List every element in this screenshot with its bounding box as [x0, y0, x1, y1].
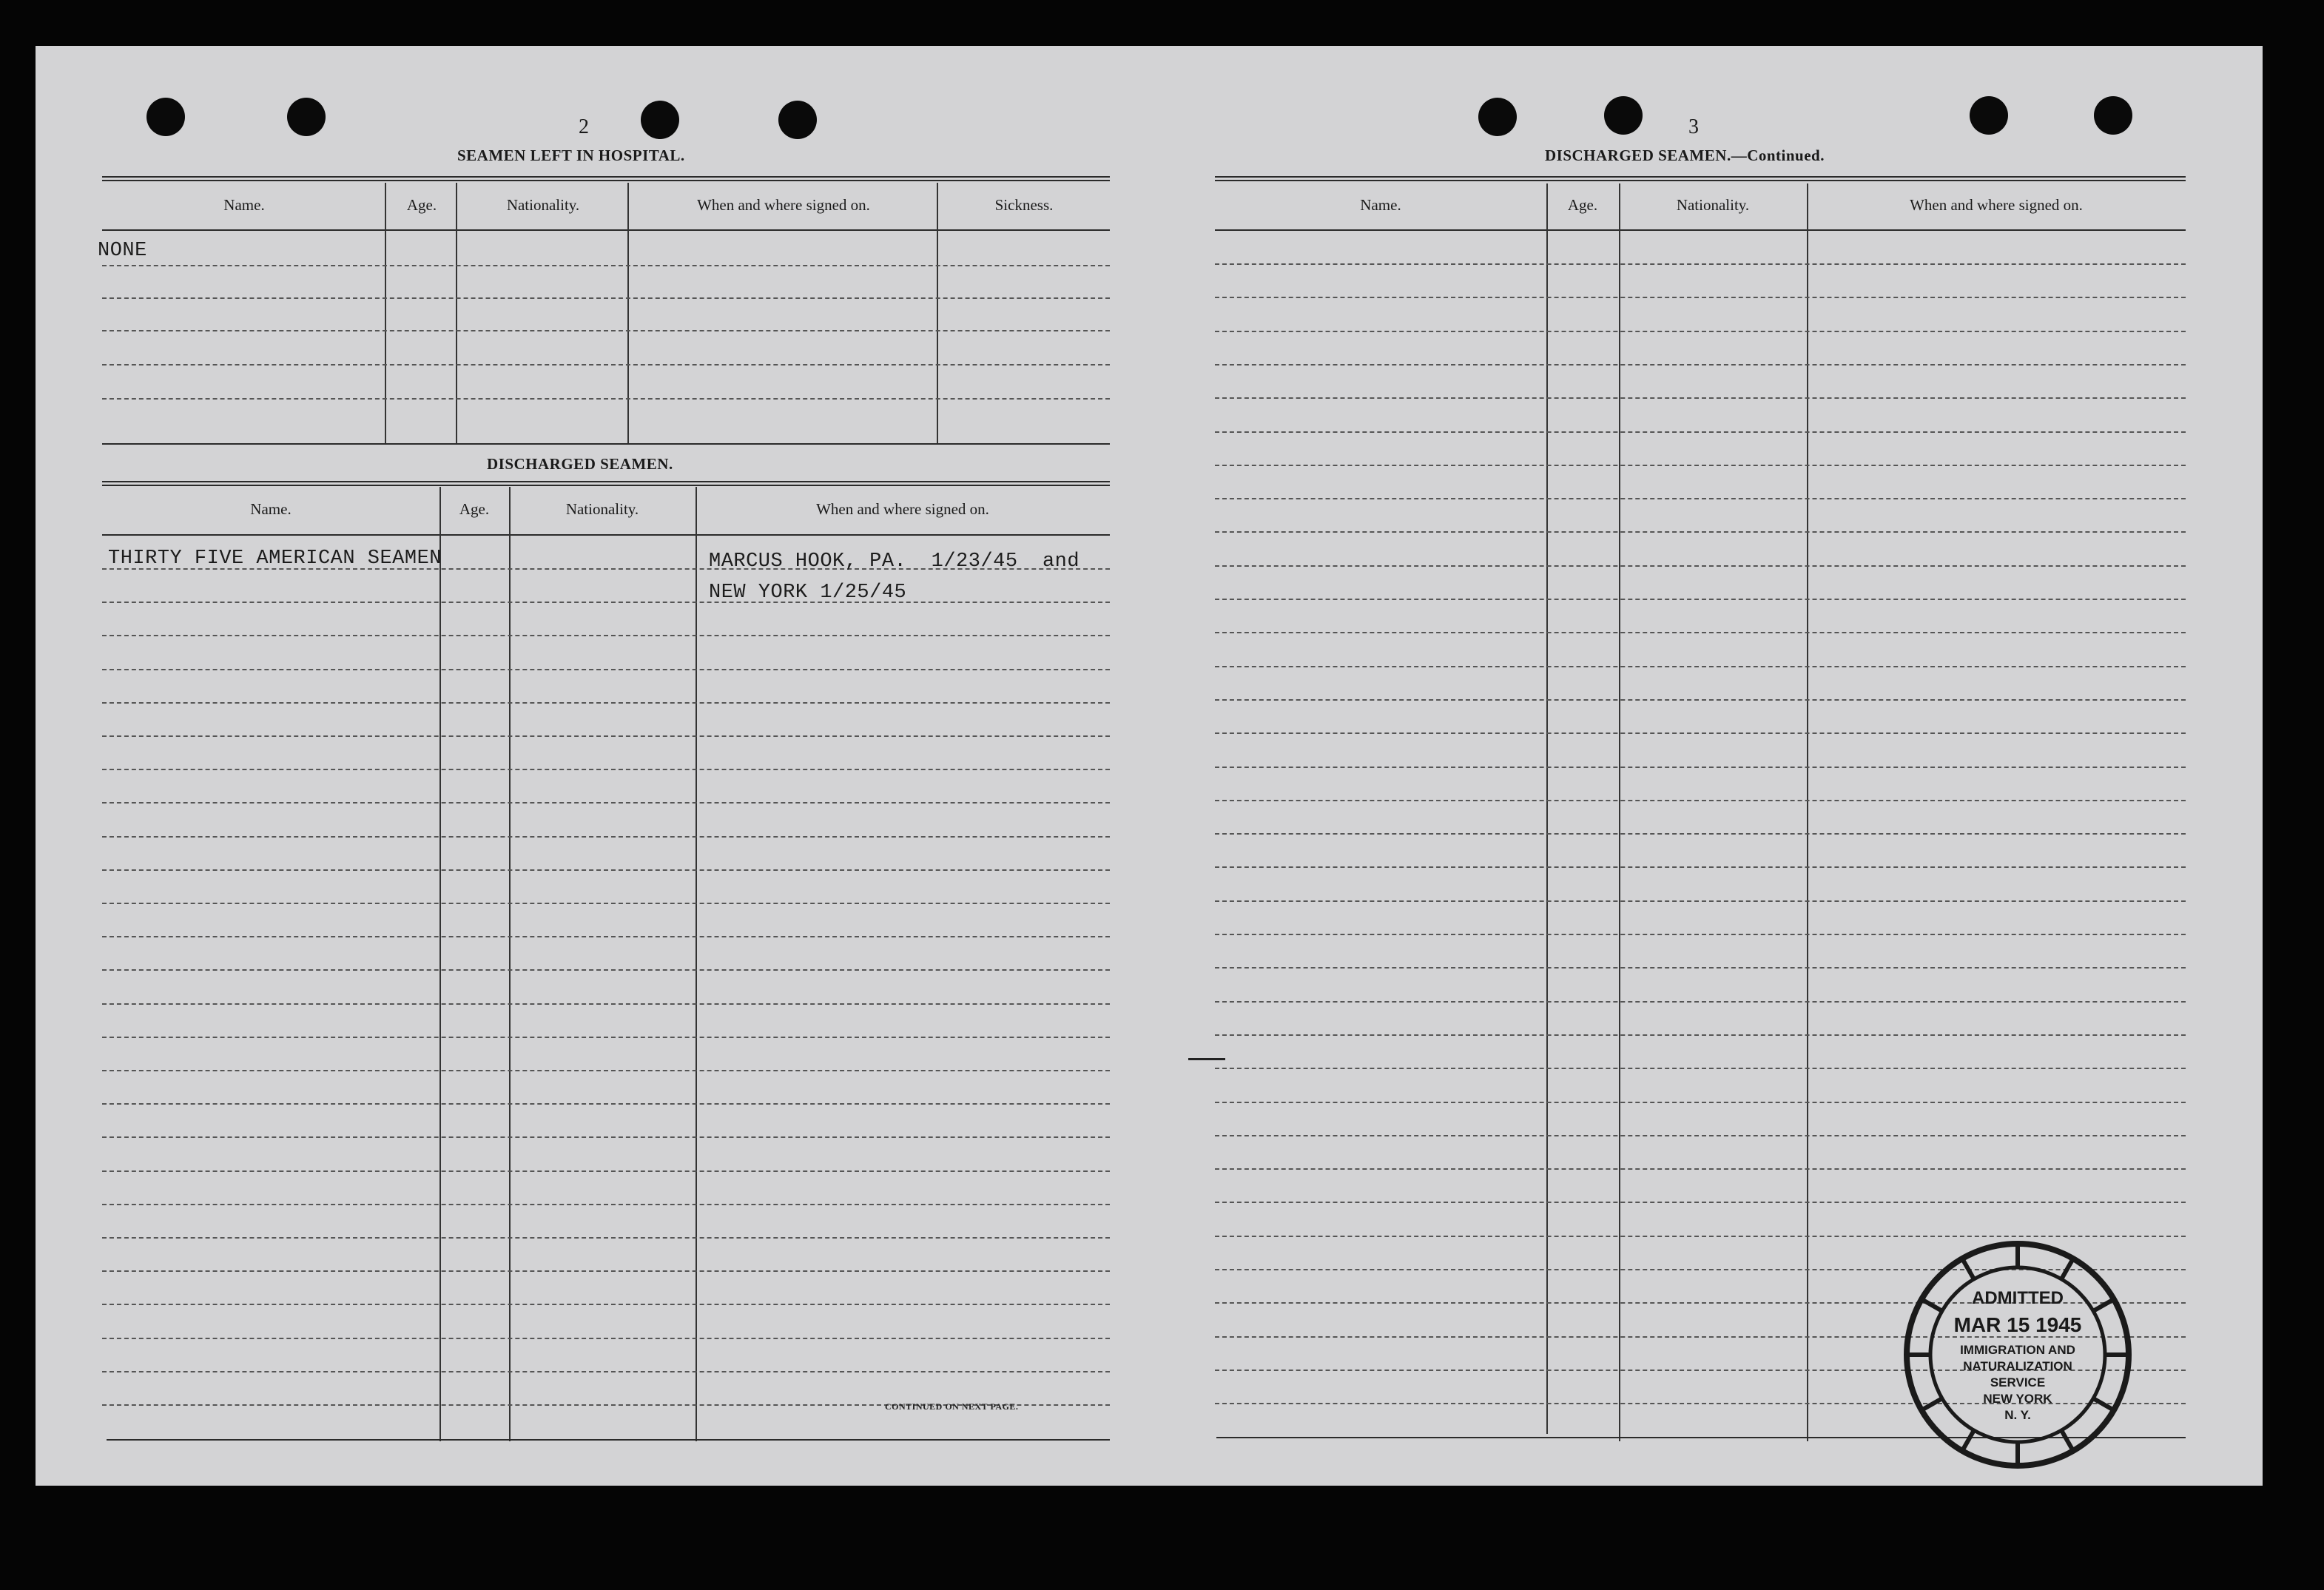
discharged-entry-signed-line2: NEW YORK 1/25/45	[709, 582, 907, 604]
stamp-line3: NATURALIZATION	[1963, 1359, 2072, 1373]
row-line	[1215, 833, 2186, 835]
column-header-signed-on: When and where signed on.	[697, 196, 870, 214]
row-line	[1215, 263, 2186, 265]
row-line	[1215, 297, 2186, 298]
stamp-date: MAR 15 1945	[1953, 1313, 2082, 1336]
row-line	[1215, 666, 2186, 667]
hospital-entry: NONE	[98, 240, 147, 262]
stamp-seal-icon	[1899, 1236, 2137, 1474]
column-divider	[1619, 183, 1620, 1441]
row-line	[1215, 934, 2186, 935]
discharged-entry-name: THIRTY FIVE AMERICAN SEAMEN	[108, 548, 442, 570]
row-line	[1215, 331, 2186, 332]
discharged-entry-signed-line1: MARCUS HOOK, PA. 1/23/45 and	[709, 550, 1080, 573]
column-header-nationality: Nationality.	[565, 500, 639, 518]
column-header-age: Age.	[459, 500, 490, 518]
column-header-name: Name.	[1360, 196, 1401, 214]
column-header-age: Age.	[1567, 196, 1598, 214]
row-line	[1215, 498, 2186, 499]
stamp-line1: ADMITTED	[1972, 1288, 2064, 1308]
row-line	[1215, 531, 2186, 533]
row-line	[1215, 565, 2186, 567]
column-header-signed-on: When and where signed on.	[816, 500, 989, 518]
hospital-section-title: SEAMEN LEFT IN HOSPITAL.	[457, 146, 685, 164]
row-line	[1215, 1068, 2186, 1069]
discharged-section-title: DISCHARGED SEAMEN.	[487, 455, 673, 473]
row-line	[1215, 632, 2186, 633]
column-divider	[1807, 183, 1808, 1441]
column-header-signed-on: When and where signed on.	[1910, 196, 2083, 214]
row-line	[1215, 767, 2186, 768]
stamp-line4: SERVICE	[1990, 1375, 2046, 1389]
row-line	[1215, 1168, 2186, 1170]
column-header-name: Name.	[223, 196, 265, 214]
right-section-title: DISCHARGED SEAMEN.—Continued.	[1545, 146, 1825, 164]
row-line	[1215, 599, 2186, 600]
row-line	[1215, 800, 2186, 801]
column-header-nationality: Nationality.	[1676, 196, 1750, 214]
stamp-line6: N. Y.	[2004, 1408, 2031, 1422]
page-number: 3	[1688, 115, 1699, 138]
row-line	[1215, 465, 2186, 466]
column-header-nationality: Nationality.	[506, 196, 580, 214]
column-header-age: Age.	[406, 196, 437, 214]
column-header-sickness: Sickness.	[994, 196, 1054, 214]
row-line	[1215, 1001, 2186, 1003]
row-line	[1215, 1034, 2186, 1036]
row-line	[1215, 1102, 2186, 1103]
table-rule	[1215, 176, 2186, 181]
column-divider	[1546, 183, 1548, 1434]
continued-footer: CONTINUED ON NEXT PAGE.	[885, 1401, 1019, 1412]
row-line	[1215, 1202, 2186, 1203]
column-header-name: Name.	[250, 500, 292, 518]
stamp-line2: IMMIGRATION AND	[1960, 1343, 2075, 1357]
immigration-stamp	[1899, 1236, 2137, 1474]
row-line	[1215, 866, 2186, 868]
row-line	[1215, 431, 2186, 433]
row-line	[1215, 900, 2186, 902]
row-line	[1215, 1135, 2186, 1136]
row-line	[1215, 699, 2186, 701]
row-line	[1215, 397, 2186, 399]
header-rule	[1215, 229, 2186, 231]
stamp-line5: NEW YORK	[1983, 1392, 2052, 1406]
row-line	[1215, 732, 2186, 734]
page-number: 2	[579, 115, 589, 138]
row-line	[1215, 364, 2186, 366]
row-line	[1215, 967, 2186, 969]
document-sheet	[36, 46, 2263, 1486]
